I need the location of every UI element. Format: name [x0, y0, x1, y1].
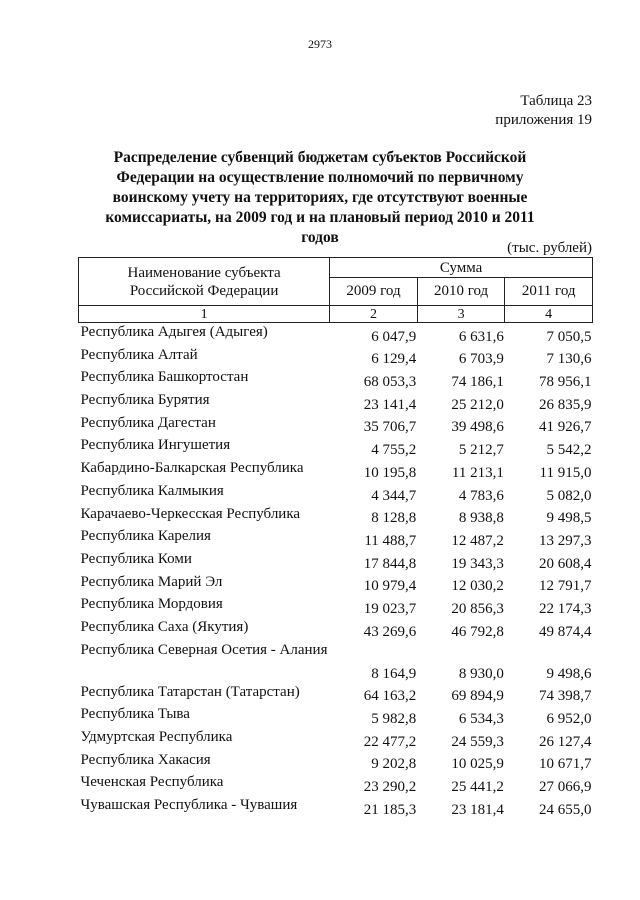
row-value-2009: 19 023,7	[363, 600, 417, 617]
row-value-2010: 6 703,9	[458, 351, 504, 368]
table-row	[79, 796, 593, 819]
row-value-2010: 39 498,6	[451, 419, 504, 436]
header-subject-name-line2: Российской Федерации	[129, 282, 279, 299]
row-subject-name: Республика Хакасия	[80, 751, 211, 768]
row-value-2011: 7 050,5	[546, 328, 592, 345]
row-subject-name: Чеченская Республика	[80, 774, 224, 791]
row-value-2011: 11 915,0	[539, 464, 592, 481]
row-value-2011: 26 835,9	[539, 396, 592, 413]
row-subject-name: Чувашская Республика - Чувашия	[80, 797, 298, 814]
row-value-2010: 20 856,3	[451, 600, 504, 617]
row-value-2011: 20 608,4	[539, 555, 592, 572]
row-subject-name: Республика Коми	[80, 550, 192, 567]
row-value-2009: 23 290,2	[363, 779, 417, 796]
row-value-2009: 4 755,2	[371, 442, 417, 459]
row-value-2011: 74 398,7	[539, 688, 592, 705]
table-label-number: Таблица 23	[520, 93, 592, 109]
row-value-2009: 8 164,9	[371, 665, 417, 682]
row-value-2010: 5 212,7	[458, 442, 504, 459]
row-value-2010: 46 792,8	[451, 623, 504, 640]
table-row	[79, 505, 593, 528]
header-year-2009: 2009 год	[330, 278, 418, 306]
row-subject-name: Республика Северная Осетия - Алания	[80, 641, 328, 658]
header-year-2010: 2010 год	[417, 278, 505, 306]
header-subject-name	[79, 258, 330, 306]
row-subject-name: Кабардино-Балкарская Республика	[80, 460, 304, 477]
header-sum: Сумма	[330, 258, 593, 278]
row-subject-name: Республика Калмыкия	[80, 482, 224, 499]
table-row	[79, 414, 593, 437]
table-row	[79, 368, 593, 391]
row-subject-name: Республика Башкортостан	[80, 369, 249, 386]
row-subject-name: Республика Марий Эл	[80, 573, 223, 590]
row-subject-name: Республика Татарстан (Татарстан)	[80, 683, 300, 700]
row-value-2009: 8 128,8	[371, 510, 417, 527]
row-value-2010: 74 186,1	[451, 374, 504, 391]
row-value-2010: 8 930,0	[458, 665, 504, 682]
row-subject-name: Республика Адыгея (Адыгея)	[80, 324, 268, 340]
row-subject-name: Республика Карелия	[80, 528, 211, 545]
row-subject-name: Республика Бурятия	[80, 392, 210, 409]
row-value-2011: 24 655,0	[539, 801, 592, 818]
row-value-2009: 68 053,3	[363, 374, 417, 391]
row-value-2011: 26 127,4	[539, 733, 592, 750]
row-value-2011: 9 498,5	[546, 510, 592, 527]
row-value-2011: 6 952,0	[546, 711, 592, 727]
row-value-2010: 4 783,6	[458, 487, 504, 504]
table-body	[79, 323, 593, 819]
row-value-2011: 78 956,1	[539, 374, 592, 391]
table-row	[79, 527, 593, 550]
row-subject-name: Республика Мордовия	[80, 596, 223, 613]
row-value-2010: 6 534,3	[458, 711, 504, 727]
row-subject-name: Республика Саха (Якутия)	[80, 618, 249, 635]
row-value-2009: 21 185,3	[363, 801, 417, 818]
page-number: 2973	[308, 37, 332, 51]
row-value-2010: 25 441,2	[451, 779, 504, 796]
table-label	[495, 92, 592, 130]
table-header	[79, 258, 593, 323]
row-value-2010: 24 559,3	[451, 733, 504, 750]
row-value-2009: 64 163,2	[363, 688, 417, 705]
row-value-2009: 4 344,7	[371, 487, 417, 504]
row-subject-name: Республика Алтай	[80, 346, 198, 363]
row-value-2009: 23 141,4	[363, 396, 417, 413]
row-subject-name: Карачаево-Черкесская Республика	[80, 505, 301, 522]
row-value-2010: 25 212,0	[451, 396, 504, 413]
row-value-2009: 10 195,8	[363, 464, 417, 481]
row-value-2009: 17 844,8	[363, 555, 417, 572]
table-row	[79, 346, 593, 369]
row-subject-name: Республика Дагестан	[80, 414, 216, 431]
row-subject-name: Республика Ингушетия	[80, 437, 231, 454]
table-label-appendix: приложения 19	[495, 112, 592, 128]
table-row	[79, 482, 593, 505]
row-value-2009: 35 706,7	[363, 419, 417, 436]
row-value-2010: 12 030,2	[451, 578, 504, 595]
row-value-2011: 7 130,6	[546, 351, 592, 368]
row-value-2011: 22 174,3	[539, 600, 592, 617]
row-value-2010: 8 938,8	[458, 510, 504, 527]
table-row	[79, 391, 593, 414]
row-subject-name: Удмуртская Республика	[80, 729, 233, 745]
units-label: (тыс. рублей)	[507, 240, 592, 256]
subventions-table	[78, 257, 593, 819]
row-value-2009: 5 982,8	[371, 711, 417, 727]
header-subject-name-line1: Наименование субъекта	[127, 264, 281, 281]
table-row	[79, 323, 593, 346]
row-value-2009: 43 269,6	[363, 623, 417, 640]
row-value-2011: 12 791,7	[539, 578, 592, 595]
table-row	[79, 436, 593, 459]
header-column-number-2: 2	[330, 306, 418, 323]
row-value-2011: 41 926,7	[539, 419, 592, 436]
document-title: Распределение субвенций бюджетам субъектов Российской Федерации на осуществление полномочий по первичному воинскому учету на территориях, где отсутствуют военные комиссариаты, на 2009 год и на плановый период 2010 и 2011 годов	[105, 149, 535, 246]
table-row	[79, 705, 593, 728]
row-value-2010: 12 487,2	[451, 532, 504, 549]
row-value-2011: 49 874,4	[539, 623, 592, 640]
row-subject-name: Республика Тыва	[80, 706, 190, 723]
table-row	[79, 773, 593, 796]
row-value-2011: 13 297,3	[539, 532, 592, 549]
table-row	[79, 618, 593, 641]
table-row	[79, 595, 593, 618]
row-value-2010: 6 631,6	[458, 328, 504, 345]
table-row	[79, 683, 593, 706]
row-value-2009: 9 202,8	[371, 756, 417, 773]
row-value-2011: 9 498,6	[546, 665, 592, 682]
row-value-2010: 10 025,9	[451, 756, 504, 773]
table-row	[79, 641, 593, 683]
header-column-number-1: 1	[79, 306, 330, 323]
table-row	[79, 728, 593, 751]
header-column-number-4: 4	[505, 306, 593, 323]
row-value-2010: 19 343,3	[451, 555, 504, 572]
header-year-2011: 2011 год	[505, 278, 593, 306]
row-value-2009: 6 047,9	[371, 328, 417, 345]
row-value-2010: 69 894,9	[451, 688, 504, 705]
row-value-2011: 5 542,2	[546, 442, 592, 459]
row-value-2010: 11 213,1	[451, 464, 504, 481]
row-value-2009: 6 129,4	[371, 351, 417, 368]
row-value-2009: 10 979,4	[363, 578, 417, 595]
row-value-2011: 10 671,7	[539, 756, 592, 773]
header-column-number-3: 3	[417, 306, 505, 323]
row-value-2009: 11 488,7	[364, 532, 417, 549]
row-value-2011: 5 082,0	[546, 487, 592, 504]
row-value-2010: 23 181,4	[451, 801, 504, 818]
table-row	[79, 751, 593, 774]
row-value-2011: 27 066,9	[539, 779, 592, 796]
table-row	[79, 459, 593, 482]
table-row	[79, 550, 593, 573]
row-value-2009: 22 477,2	[363, 733, 417, 750]
table-row	[79, 573, 593, 596]
